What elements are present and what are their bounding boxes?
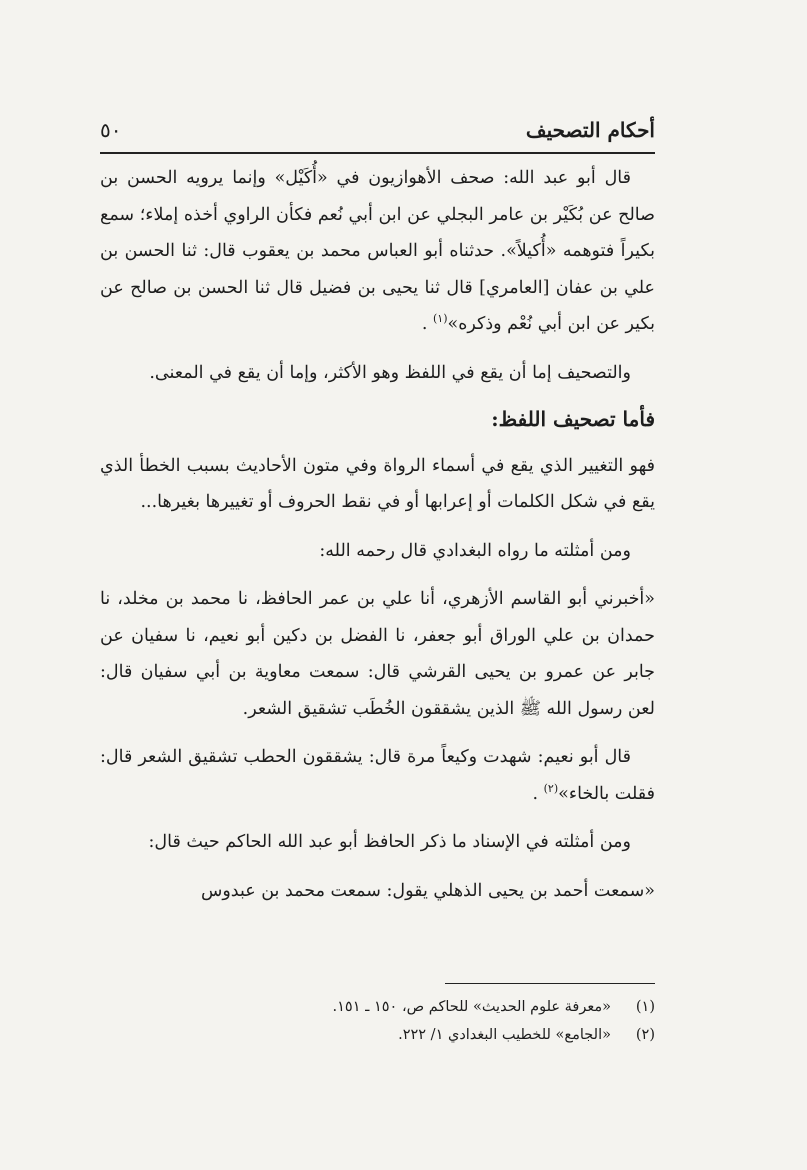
paragraph-6: قال أبو نعيم: شهدت وكيعاً مرة قال: يشققون الحطب تشقيق الشعر قال: فقلت بالخاء»$^{(٢)}$ .	[100, 747, 655, 804]
section-heading: فأما تصحيف اللفظ:	[491, 407, 655, 431]
footnote-1-number: (١)	[635, 999, 655, 1015]
footnote-marker-2: (٢)	[543, 781, 559, 795]
footnote-separator	[445, 983, 655, 984]
quote-paragraph: «أخبرني أبو القاسم الأزهري، أنا علي بن عمر الحافظ، نا محمد بن مخلد، نا حمدان بن علي الوراق أبو جعفر، نا الفضل بن دكين أبو نعيم، نا سفيان عن جابر عن عمرو بن يحيى القرشي قال: سمعت معاوية بن أبي سفيان قال: لعن رسول الله ﷺ الذين يشققون الخُطَب تشقيق الشعر.	[100, 589, 655, 719]
paragraph-3: فهو التغيير الذي يقع في أسماء الرواة وفي متون الأحاديث بسبب الخطأ الذي يقع في شكل الكلمات أو إعرابها أو في نقط الحروف أو تغييرها بغيرها...	[100, 455, 655, 512]
footnote-marker-1: (١)	[432, 312, 448, 326]
footnotes	[100, 993, 655, 1049]
paragraph-1-text: قال أبو عبد الله: صحف الأهوازيون في «أُكَيْل» وإنما يرويه الحسن بن صالح عن بُكَيْر بن عامر البجلي عن ابن أبي نُعم فكأن الراوي أخذه إملاء؛ سمع بكيراً فتوهمه «أُكيلاً». حدثناه أبو العباس محمد بن يعقوب قال: ثنا الحسن بن علي بن عفان [العامري] قال ثنا يحيى بن فضيل قال ثنا الحسن بن صالح عن بكير عن ابن أبي نُعْم وذكره»	[100, 168, 655, 334]
paragraph-7: ومن أمثلته في الإسناد ما ذكر الحافظ أبو عبد الله الحاكم حيث قال:	[148, 832, 631, 852]
running-title: أحكام التصحيف	[525, 118, 655, 142]
page-number: ٥٠	[100, 118, 122, 142]
footnote-2	[100, 1021, 655, 1049]
footnote-2-text: «الجامع» للخطيب البغدادي ١/ ٢٢٢.	[398, 1027, 611, 1043]
paragraph-6-text: قال أبو نعيم: شهدت وكيعاً مرة قال: يشققون الحطب تشقيق الشعر قال: فقلت بالخاء»	[100, 747, 655, 804]
paragraph-1: قال أبو عبد الله: صحف الأهوازيون في «أُكَيْل» وإنما يرويه الحسن بن صالح عن بُكَيْر بن عامر البجلي عن ابن أبي نُعم فكأن الراوي أخذه إملاء؛ سمع بكيراً فتوهمه «أُكيلاً». حدثناه أبو العباس محمد بن يعقوب قال: ثنا الحسن بن علي بن عفان [العامري] قال ثنا يحيى بن فضيل قال ثنا الحسن بن صالح عن بكير عن ابن أبي نُعْم وذكره»$^{(١)}$ .	[100, 168, 655, 334]
page-body	[100, 160, 655, 921]
page-header	[100, 112, 655, 154]
footnote-2-number: (٢)	[635, 1027, 655, 1043]
footnote-1	[100, 993, 655, 1021]
paragraph-8: «سمعت أحمد بن يحيى الذهلي يقول: سمعت محمد بن عبدوس	[200, 880, 655, 901]
footnote-1-text: «معرفة علوم الحديث» للحاكم ص، ١٥٠ ـ ١٥١.	[332, 999, 611, 1015]
paragraph-4: ومن أمثلته ما رواه البغدادي قال رحمه الله:	[319, 540, 631, 561]
paragraph-2: والتصحيف إما أن يقع في اللفظ وهو الأكثر، وإما أن يقع في المعنى.	[149, 362, 631, 383]
